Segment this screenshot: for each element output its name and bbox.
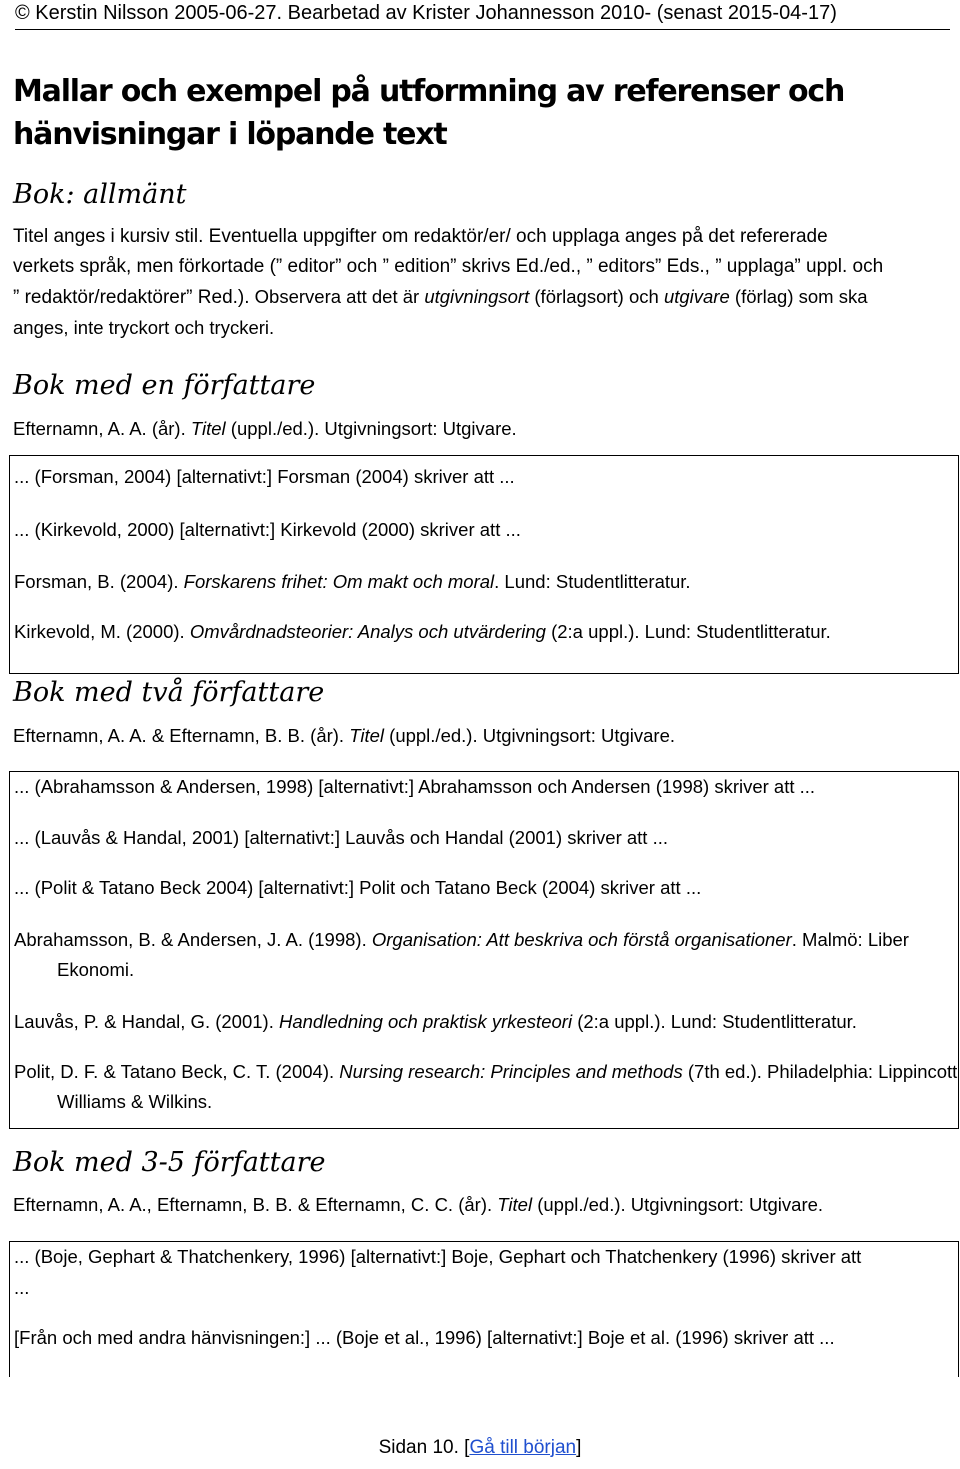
pattern-text: (uppl./ed.). Utgivningsort: Utgivare. bbox=[532, 1194, 824, 1215]
intro-line-1: Titel anges i kursiv stil. Eventuella uppgifter om redaktör/er/ och upplaga anges på det refererade bbox=[13, 226, 828, 247]
title-line-2: hänvisningar i löpande text bbox=[13, 117, 447, 152]
ref-title: Omvårdnadsteorier: Analys och utvärdering bbox=[189, 621, 546, 642]
section-heading-one-author: Bok med en författare bbox=[13, 370, 316, 401]
citation-example-cont: ... bbox=[14, 1277, 30, 1298]
pattern-title: Titel bbox=[349, 725, 385, 746]
reference-entry bbox=[14, 621, 831, 643]
ref-title: Organisation: Att beskriva och förstå organisationer bbox=[371, 929, 792, 950]
citation-example: ... (Lauvås & Handal, 2001) [alternativt:] Lauvås och Handal (2001) skriver att ... bbox=[14, 827, 669, 848]
page-footer bbox=[0, 1437, 960, 1459]
reference-entry bbox=[14, 1007, 949, 1037]
ref-text: . Malmö: Liber Ekonomi. bbox=[57, 929, 909, 980]
ref-text: Kirkevold, M. (2000). bbox=[14, 621, 190, 642]
copyright-line: © Kerstin Nilsson 2005-06-27. Bearbetad av Krister Johannesson 2010- (senast 2015-04-17) bbox=[15, 1, 950, 30]
pattern-three-five-authors bbox=[13, 1190, 948, 1220]
pattern-title: Titel bbox=[190, 418, 226, 439]
pattern-title: Titel bbox=[497, 1194, 533, 1215]
intro-line-2: verkets språk, men förkortade (” editor” och ” edition” skrivs Ed./ed., ” editors” Eds., ” upplaga” uppl. och bbox=[13, 256, 884, 277]
intro-emph: utgivningsort bbox=[424, 286, 530, 307]
pattern-text: (uppl./ed.). Utgivningsort: Utgivare. bbox=[384, 725, 676, 746]
title-line-1: Mallar och exempel på utformning av referenser och bbox=[13, 74, 845, 109]
section-heading-three-five-authors: Bok med 3-5 författare bbox=[13, 1147, 326, 1178]
example-box-two-authors bbox=[9, 771, 959, 1129]
ref-text: Polit, D. F. & Tatano Beck, C. T. (2004). bbox=[14, 1061, 340, 1082]
pattern-text: Efternamn, A. A. & Efternamn, B. B. (år). bbox=[13, 725, 350, 746]
ref-text: (2:a uppl.). Lund: Studentlitteratur. bbox=[545, 621, 831, 642]
reference-entry bbox=[14, 925, 960, 985]
page-number: Sidan 10. bbox=[378, 1437, 465, 1458]
example-box-three-five-authors bbox=[9, 1241, 959, 1377]
intro-text: (förlagsort) och bbox=[529, 286, 664, 307]
ref-text: (2:a uppl.). Lund: Studentlitteratur. bbox=[572, 1011, 857, 1032]
citation-example: ... (Boje, Gephart & Thatchenkery, 1996) [alternativt:] Boje, Gephart och Thatchenkery (1996) skriver att bbox=[14, 1246, 862, 1267]
intro-emph: utgivare bbox=[663, 286, 730, 307]
citation-example: ... (Polit & Tatano Beck 2004) [alternativt:] Polit och Tatano Beck (2004) skriver att ... bbox=[14, 877, 702, 898]
page-title bbox=[13, 70, 844, 156]
section-heading-allmant: Bok: allmänt bbox=[13, 179, 187, 210]
citation-example: ... (Forsman, 2004) [alternativt:] Forsman (2004) skriver att ... bbox=[14, 466, 515, 487]
section-heading-two-authors: Bok med två författare bbox=[13, 677, 325, 708]
intro-line-4: anges, inte tryckort och tryckeri. bbox=[13, 317, 275, 338]
bracket: [ bbox=[464, 1437, 470, 1458]
reference-entry bbox=[14, 1057, 960, 1117]
pattern-text: Efternamn, A. A. (år). bbox=[13, 418, 191, 439]
ref-text: Abrahamsson, B. & Andersen, J. A. (1998). bbox=[14, 929, 372, 950]
ref-title: Nursing research: Principles and methods bbox=[339, 1061, 683, 1082]
citation-example: [Från och med andra hänvisningen:] ... (Boje et al., 1996) [alternativt:] Boje et al. (1996) skriver att ... bbox=[14, 1327, 835, 1348]
intro-text: (förlag) som ska bbox=[729, 286, 868, 307]
bracket: ] bbox=[576, 1437, 582, 1458]
ref-text: (7th ed.). Philadelphia: Lippincott Williams & Wilkins. bbox=[57, 1061, 958, 1112]
pattern-text: (uppl./ed.). Utgivningsort: Utgivare. bbox=[225, 418, 517, 439]
ref-title: Handledning och praktisk yrkesteori bbox=[278, 1011, 573, 1032]
intro-text: Observera att det är bbox=[249, 286, 425, 307]
intro-line-3 bbox=[13, 282, 948, 313]
go-to-top-link[interactable]: Gå till början bbox=[469, 1437, 577, 1458]
reference-entry bbox=[14, 571, 691, 593]
example-box-one-author bbox=[9, 455, 959, 674]
pattern-two-authors bbox=[13, 721, 948, 751]
pattern-text: Efternamn, A. A., Efternamn, B. B. & Efternamn, C. C. (år). bbox=[13, 1194, 498, 1215]
ref-text: Lauvås, P. & Handal, G. (2001). bbox=[14, 1011, 279, 1032]
citation-example: ... (Kirkevold, 2000) [alternativt:] Kirkevold (2000) skriver att ... bbox=[14, 519, 521, 540]
intro-paragraph bbox=[13, 222, 948, 343]
citation-example: ... (Abrahamsson & Andersen, 1998) [alternativt:] Abrahamsson och Andersen (1998) skriver att ... bbox=[14, 776, 816, 797]
pattern-one-author bbox=[13, 414, 948, 444]
ref-text: . Lund: Studentlitteratur. bbox=[494, 571, 691, 592]
ref-title: Forskarens frihet: Om makt och moral bbox=[183, 571, 495, 592]
ref-text: Forsman, B. (2004). bbox=[14, 571, 184, 592]
intro-line-3-start: ” redaktör/redaktörer” Red.). bbox=[13, 287, 250, 308]
